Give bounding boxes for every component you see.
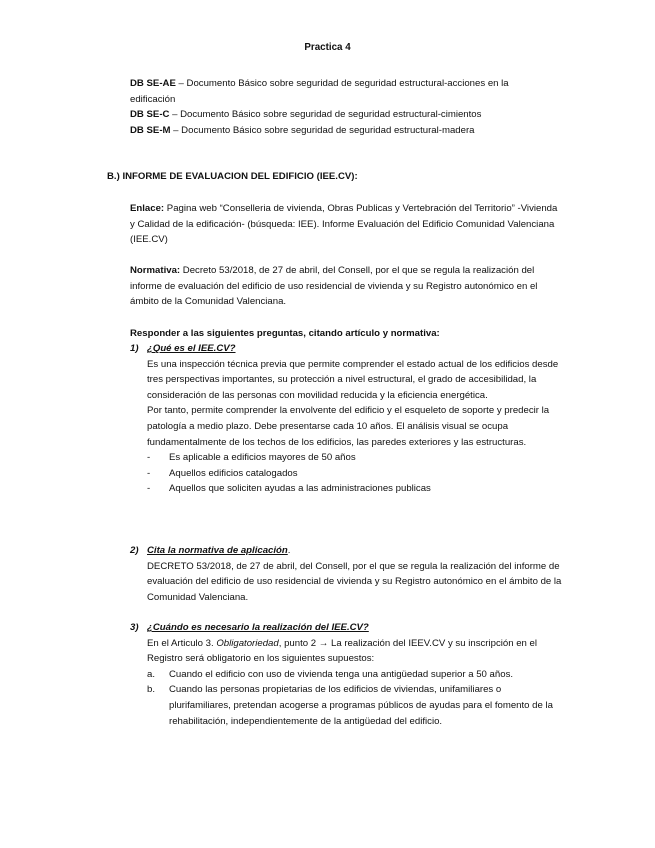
question-number: 3) — [130, 622, 139, 633]
list-item: a. Cuando el edificio con uso de vivienda tenga una antigüedad superior a 50 años. — [147, 668, 514, 680]
normativa-label: Normativa: — [130, 265, 181, 276]
db-text: – Documento Básico sobre seguridad de seguridad estructural-acciones en la edificación — [130, 78, 509, 105]
db-item — [130, 123, 550, 139]
db-code: DB SE-C — [130, 109, 170, 121]
bullet-marker: - — [147, 452, 151, 464]
list-item: - Aquellos edificios catalogados — [147, 466, 562, 482]
db-code: DB SE-M — [130, 124, 171, 136]
enlace-text: Pagina web “Conselleria de vivienda, Obras Publicas y Vertebración del Territorio” -Vivienda y Calidad de la edificación- (búsqueda: IEE). Informe Evaluación del Edificio Comunidad Valenciana (IEE.CV) — [130, 203, 558, 246]
answer-paragraph: En el Articulo 3. Obligatoriedad, punto 2 → La realización del IEEV.CV y su inscripción en el Registro será obligatorio en los siguientes supuestos: — [147, 637, 538, 665]
questions-heading: Responder a las siguientes preguntas, citando artículo y normativa: — [130, 328, 440, 339]
question-3 — [130, 620, 562, 729]
bullet-marker: - — [147, 467, 151, 479]
section-b — [107, 169, 547, 185]
question-number: 2) — [130, 545, 139, 556]
answer-paragraph: Por tanto, permite comprender la envolvente del edificio y el esqueleto de soporte y predecir la patología a medio plazo. Debe presentarse cada 10 años. El análisis visual se ocupa fundamentalmente de los techos de los edificios, las paredes exteriores y las estructuras. — [147, 405, 550, 448]
answer-paragraph: Es una inspección técnica previa que permite comprender el estado actual de los edificios desde tres perspectivas importantes, su protección a nivel estructural, el grado de accesibilidad, la consideración de las personas con movilidad reducida y la eficiencia energética. — [147, 358, 559, 401]
enlace-label: Enlace: — [130, 203, 165, 214]
question-number: 1) — [130, 343, 139, 354]
question-2: 2) Cita la normativa de aplicación. DECRETO 53/2018, de 27 de abril, del Consell, por el que se regula la realización del informe de evaluación del edificio de uso residencial de vivienda y su Registro autonómico en el ámbito de la Comunidad Valenciana. — [130, 543, 562, 605]
db-text: – Documento Básico sobre seguridad de seguridad estructural-madera — [170, 124, 475, 136]
db-item — [130, 107, 550, 123]
list-item: - Aquellos que soliciten ayudas a las administraciones publicas — [147, 481, 562, 497]
enlace-paragraph — [130, 201, 562, 248]
normativa-paragraph — [130, 263, 562, 310]
answer-paragraph: DECRETO 53/2018, de 27 de abril, del Consell, por el que se regula la realización del informe de evaluación del edificio de uso residencial de vivienda y su Registro autonómico en el ámbito de la Comunidad Valenciana. — [147, 560, 562, 603]
list-item: b. Cuando las personas propietarias de los edificios de viviendas, unifamiliares o plurifamiliares, pretendan acogerse a programas públicos de ayudas para el fomento de la rehabilitación, independientemente de la antigüedad del edificio. — [147, 684, 553, 727]
normativa-text: Decreto 53/2018, de 27 de abril, del Consell, por el que se regula la realización del informe de evaluación del edificio de uso residencial de vivienda y su Registro autonómico en el ámbito de la Comunidad Valenciana. — [130, 265, 538, 308]
question-text: Cita la normativa de aplicación — [147, 545, 288, 556]
db-text: – Documento Básico sobre seguridad de seguridad estructural-cimientos — [169, 109, 482, 121]
question-text: ¿Qué es el IEE.CV? — [147, 343, 236, 354]
question-1 — [130, 341, 562, 497]
list-item: - Es aplicable a edificios mayores de 50 años — [147, 450, 562, 466]
db-list — [130, 76, 550, 138]
db-item — [130, 76, 550, 107]
bullet-marker: - — [147, 483, 151, 495]
question-text: ¿Cuándo es necesario la realización del IEE.CV? — [147, 622, 369, 633]
bullet-list — [147, 450, 562, 497]
db-code: DB SE-AE — [130, 78, 176, 89]
page-title: Practica 4 — [304, 42, 351, 53]
section-heading: B.) INFORME DE EVALUACION DEL EDIFICIO (IEE.CV): — [107, 171, 358, 182]
